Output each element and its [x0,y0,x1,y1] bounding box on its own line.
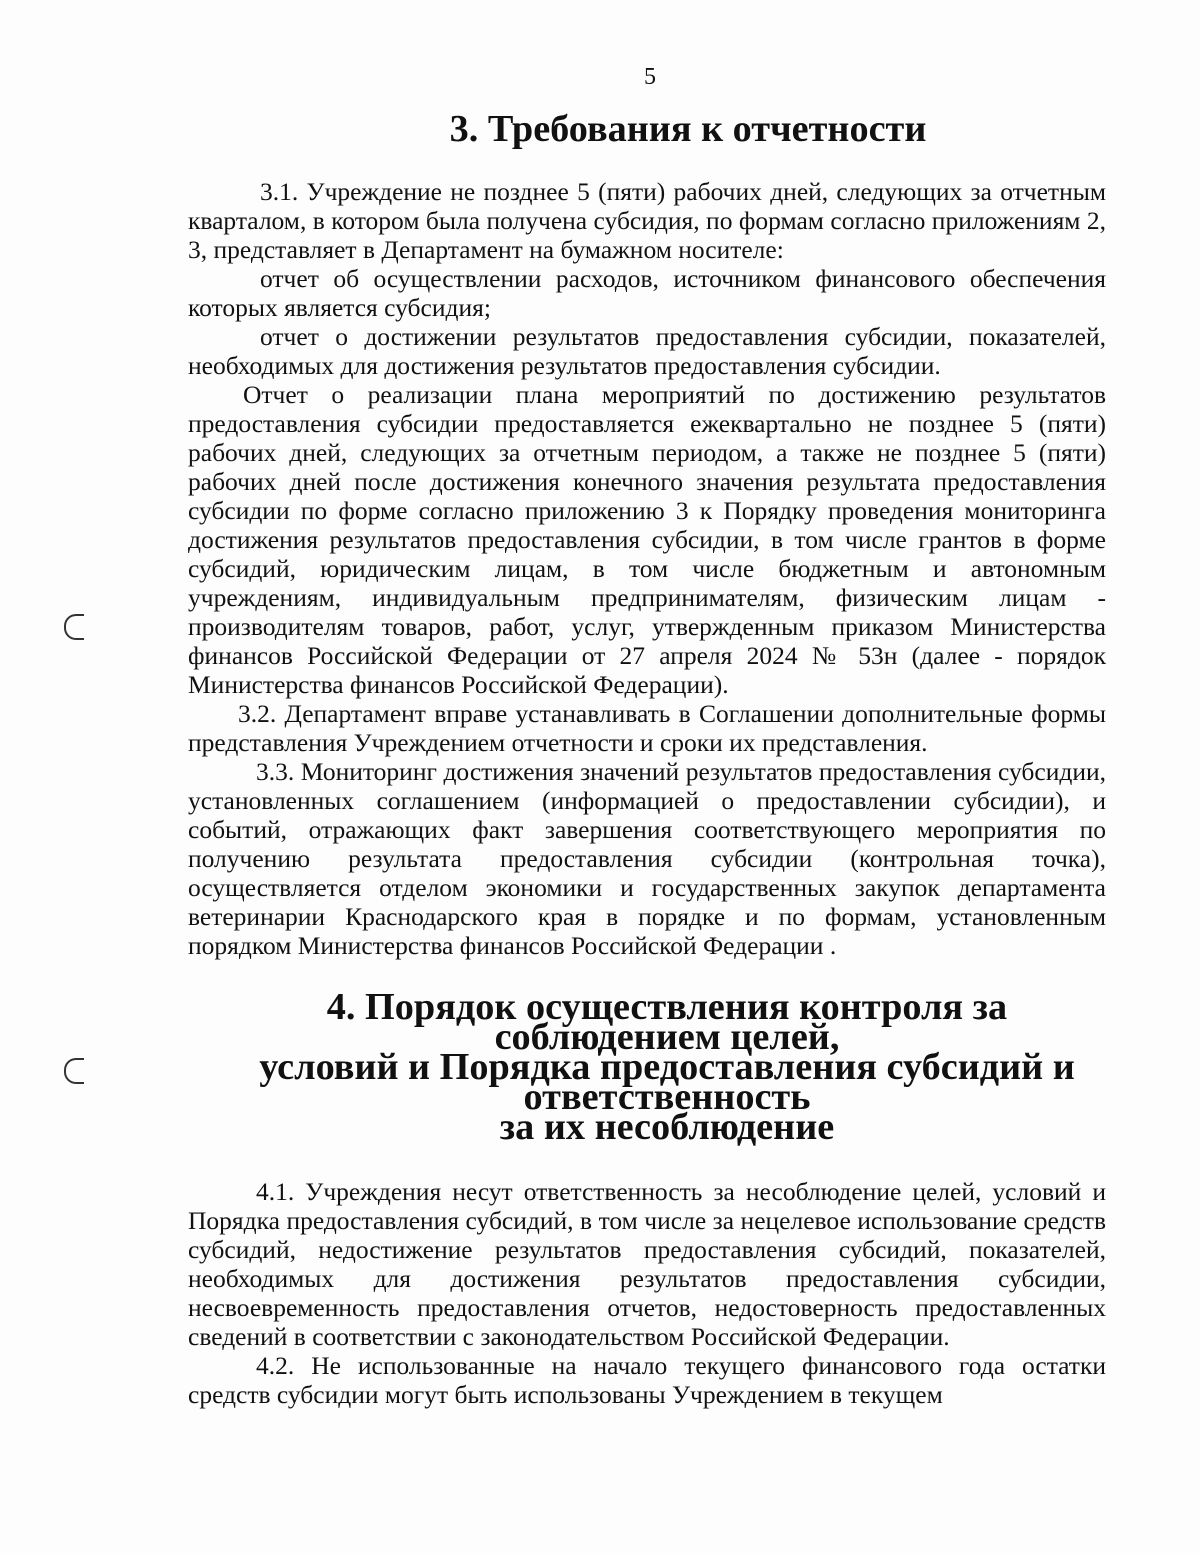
page-number: 5 [644,64,656,90]
section-4-heading-line-1: 4. Порядок осуществления контроля за соблюдением целей, [326,986,1008,1058]
section-4-heading [188,986,1106,1148]
margin-bracket-mark [64,614,84,640]
paragraph-expense-report: отчет об осуществлении расходов, источником финансового обеспечения которых является субсидия; [188,264,1106,322]
section-4-heading-line-2: условий и Порядка предоставления субсидий и ответственность [259,1046,1075,1118]
section-3-heading: 3. Требования к отчетности [449,108,927,150]
paragraph-3-3: 3.3. Мониторинг достижения значений результатов предоставления субсидии, установленных соглашением (информацией о предоставлении субсидии), и событий, отражающих факт завершения соответствующего мероприятия по получению результата предоставления субсидии (контрольная точка), осуществляется отделом экономики и государственных закупок департамента ветеринарии Краснодарского края в порядке и по формам, установленным порядком Министерства финансов Российской Федерации . [188,757,1106,960]
paragraph-4-1: 4.1. Учреждения несут ответственность за несоблюдение целей, условий и Порядка предоставления субсидий, в том числе за нецелевое использование средств субсидий, недостижение результатов предоставления субсидий, показателей, необходимых для достижения результатов предоставления субсидии, несвоевременность предоставления отчетов, недостоверность предоставленных сведений в соответствии с законодательством Российской Федерации. [188,1177,1106,1351]
paragraph-plan-report: Отчет о реализации плана мероприятий по достижению результатов предоставления субсидии предоставляется ежеквартально не позднее 5 (пяти) рабочих дней, следующих за отчетным периодом, а также не позднее 5 (пяти) рабочих дней после достижения конечного значения результата предоставления субсидии по форме согласно приложению 3 к Порядку проведения мониторинга достижения результатов предоставления субсидии, в том числе грантов в форме субсидий, юридическим лицам, в том числе бюджетным и автономным учреждениям, индивидуальным предпринимателям, физическим лицам - производителям товаров, работ, услуг, утвержденным приказом Министерства финансов Российской Федерации от 27 апреля 2024 № 53н (далее - порядок Министерства финансов Российской Федерации). [188,380,1106,699]
margin-bracket-mark [64,1058,84,1084]
paragraph-3-2: 3.2. Департамент вправе устанавливать в Соглашении дополнительные формы представления Учреждением отчетности и сроки их представления. [188,699,1106,757]
section-4-heading-line-3: за их несоблюдение [499,1106,835,1148]
document-body [188,108,1106,1409]
paragraph-4-2: 4.2. Не использованные на начало текущего финансового года остатки средств субсидии могут быть использованы Учреждением в текущем [188,1351,1106,1409]
paragraph-results-report: отчет о достижении результатов предоставления субсидии, показателей, необходимых для достижения результатов предоставления субсидии. [188,322,1106,380]
paragraph-3-1: 3.1. Учреждение не позднее 5 (пяти) рабочих дней, следующих за отчетным кварталом, в котором была получена субсидия, по формам согласно приложениям 2, 3, представляет в Департамент на бумажном носителе: [188,177,1106,264]
